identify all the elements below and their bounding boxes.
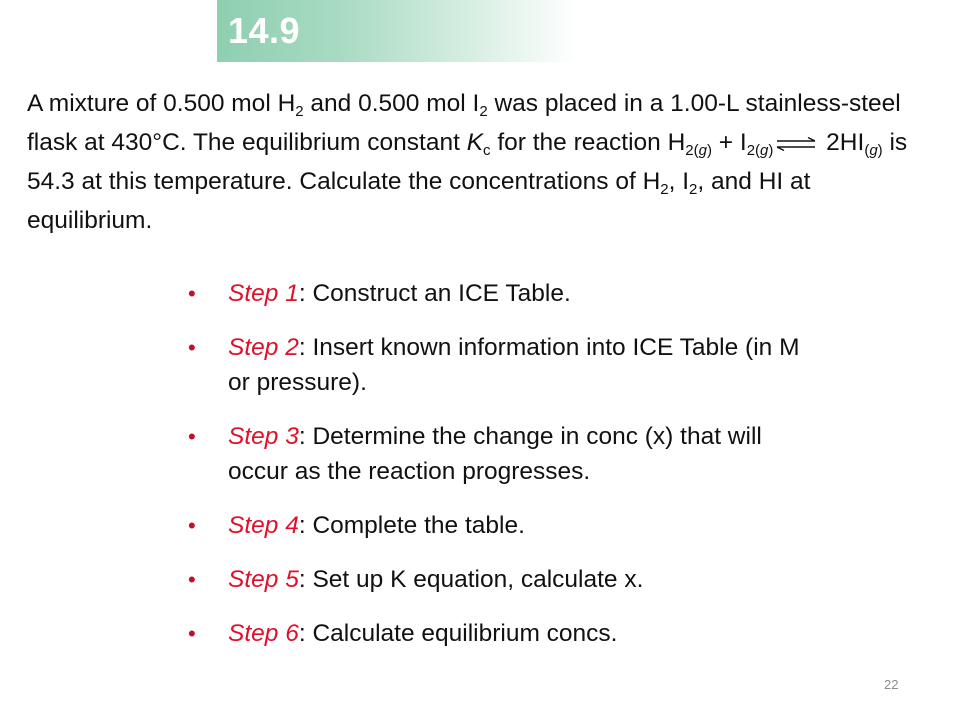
section-number: 14.9 bbox=[228, 10, 301, 51]
problem-text: , and HI at equilibrium. bbox=[27, 168, 811, 234]
phase-subscript bbox=[685, 142, 712, 159]
phase-label: g bbox=[760, 142, 769, 159]
step-item bbox=[188, 276, 808, 311]
step-label: Step 1 bbox=[228, 280, 299, 307]
subscript: 2 bbox=[660, 181, 669, 198]
step-item bbox=[188, 508, 808, 543]
phase-subscript bbox=[747, 142, 774, 159]
problem-text: was placed in a 1.00-L stainless-steel flask at 430°C. The equilibrium constant bbox=[27, 90, 901, 156]
step-label: Step 4 bbox=[228, 512, 299, 539]
bullet: • bbox=[188, 513, 196, 538]
step-item bbox=[188, 616, 808, 651]
bullet: • bbox=[188, 424, 196, 449]
problem-text: A mixture of 0.500 mol H bbox=[27, 90, 296, 117]
problem-text: + I bbox=[711, 129, 747, 156]
step-label: Step 6 bbox=[228, 620, 299, 647]
step-text: : Determine the change in conc (x) that will occur as the reaction progresses. bbox=[228, 423, 762, 485]
step-label: Step 3 bbox=[228, 423, 299, 450]
subscript-part: 2( bbox=[746, 142, 761, 159]
subscript-part: ) bbox=[706, 142, 712, 159]
equilibrium-arrow-icon bbox=[775, 137, 817, 151]
subscript: 2 bbox=[479, 103, 488, 120]
problem-statement bbox=[27, 84, 937, 240]
problem-text: , I bbox=[668, 168, 690, 195]
k-symbol: K bbox=[466, 129, 484, 156]
bullet: • bbox=[188, 281, 196, 306]
step-text: : Construct an ICE Table. bbox=[298, 280, 571, 307]
step-label: Step 5 bbox=[228, 566, 299, 593]
subscript-part: ) bbox=[877, 142, 883, 159]
step-text: : Set up K equation, calculate x. bbox=[298, 566, 644, 593]
subscript-part: ) bbox=[768, 142, 774, 159]
subscript-part: 2( bbox=[685, 142, 699, 159]
step-text: : Insert known information into ICE Table (in M or pressure). bbox=[228, 334, 800, 396]
step-item bbox=[188, 562, 808, 597]
bullet: • bbox=[188, 567, 196, 592]
problem-text: for the reaction H bbox=[490, 129, 686, 156]
problem-text: is 54.3 at this temperature. Calculate the concentrations of H bbox=[27, 129, 908, 195]
problem-text: 2HI bbox=[819, 129, 865, 156]
problem-text: and 0.500 mol I bbox=[303, 90, 480, 117]
phase-subscript bbox=[864, 142, 882, 159]
subscript-part: ( bbox=[864, 142, 870, 159]
phase-label: g bbox=[869, 142, 878, 159]
step-item bbox=[188, 330, 808, 400]
subscript: 2 bbox=[295, 103, 304, 120]
steps-list bbox=[188, 276, 808, 670]
bullet: • bbox=[188, 621, 196, 646]
step-text: : Complete the table. bbox=[298, 512, 525, 539]
subscript: 2 bbox=[689, 181, 698, 198]
step-item bbox=[188, 419, 808, 489]
step-label: Step 2 bbox=[228, 334, 299, 361]
step-text: : Calculate equilibrium concs. bbox=[298, 620, 618, 647]
phase-label: g bbox=[698, 142, 707, 159]
bullet: • bbox=[188, 335, 196, 360]
page-number: 22 bbox=[884, 677, 899, 692]
subscript: c bbox=[483, 142, 491, 159]
